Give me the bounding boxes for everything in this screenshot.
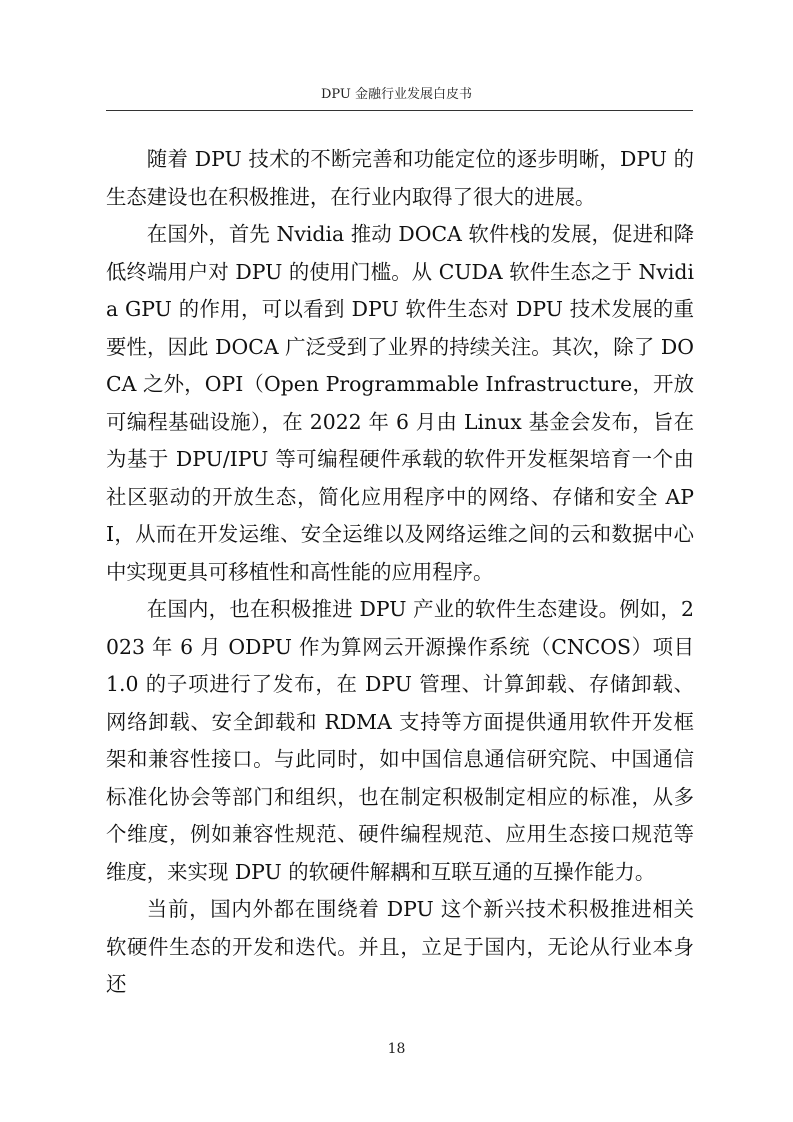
- paragraph-domestic: 在国内，也在积极推进 DPU 产业的软件生态建设。例如，2023 年 6 月 ODPU 作为算网云开源操作系统（CNCOS）项目 1.0 的子项进行了发布，在 DPU 管理、计算卸载、存储卸载、网络卸载、安全卸载和 RDMA 支持等方面提供通用软件开发框架和兼容性接口。与此同时，如中国信息通信研究院、中国通信标准化协会等部门和组织，也在制定积极制定相应的标准，从多个维度，例如兼容性规范、硬件编程规范、应用生态接口规范等维度，来实现 DPU 的软硬件解耦和互联互通的互操作能力。: [106, 597, 694, 884]
- paragraph-ecosystem-intro: 随着 DPU 技术的不断完善和功能定位的逐步明晰，DPU 的生态建设也在积极推进，在行业内取得了很大的进展。: [106, 147, 694, 209]
- paragraph-overseas: 在国外，首先 Nvidia 推动 DOCA 软件栈的发展，促进和降低终端用户对 DPU 的使用门槛。从 CUDA 软件生态之于 Nvidia GPU 的作用，可以看到 DPU 软件生态对 DPU 技术发展的重要性，因此 DOCA 广泛受到了业界的持续关注。其次，除了 DOCA 之外，OPI（Open Programmable Infrastructure，开放可编程基础设施），在 2022 年 6 月由 Linux 基金会发布，旨在为基于 DPU/IPU 等可编程硬件承载的软件开发框架培育一个由社区驱动的开放生态，简化应用程序中的网络、存储和安全 API，从而在开发运维、安全运维以及网络运维之间的云和数据中心中实现更具可移植性和高性能的应用程序。: [106, 222, 694, 584]
- running-header: DPU 金融行业发展白皮书: [320, 87, 473, 102]
- header-divider: [106, 110, 693, 111]
- body-text: [106, 141, 694, 1004]
- page-number: 18: [387, 1041, 406, 1057]
- paragraph-current: 当前，国内外都在围绕着 DPU 这个新兴技术积极推进相关软硬件生态的开发和迭代。并且，立足于国内，无论从行业本身还: [106, 897, 694, 996]
